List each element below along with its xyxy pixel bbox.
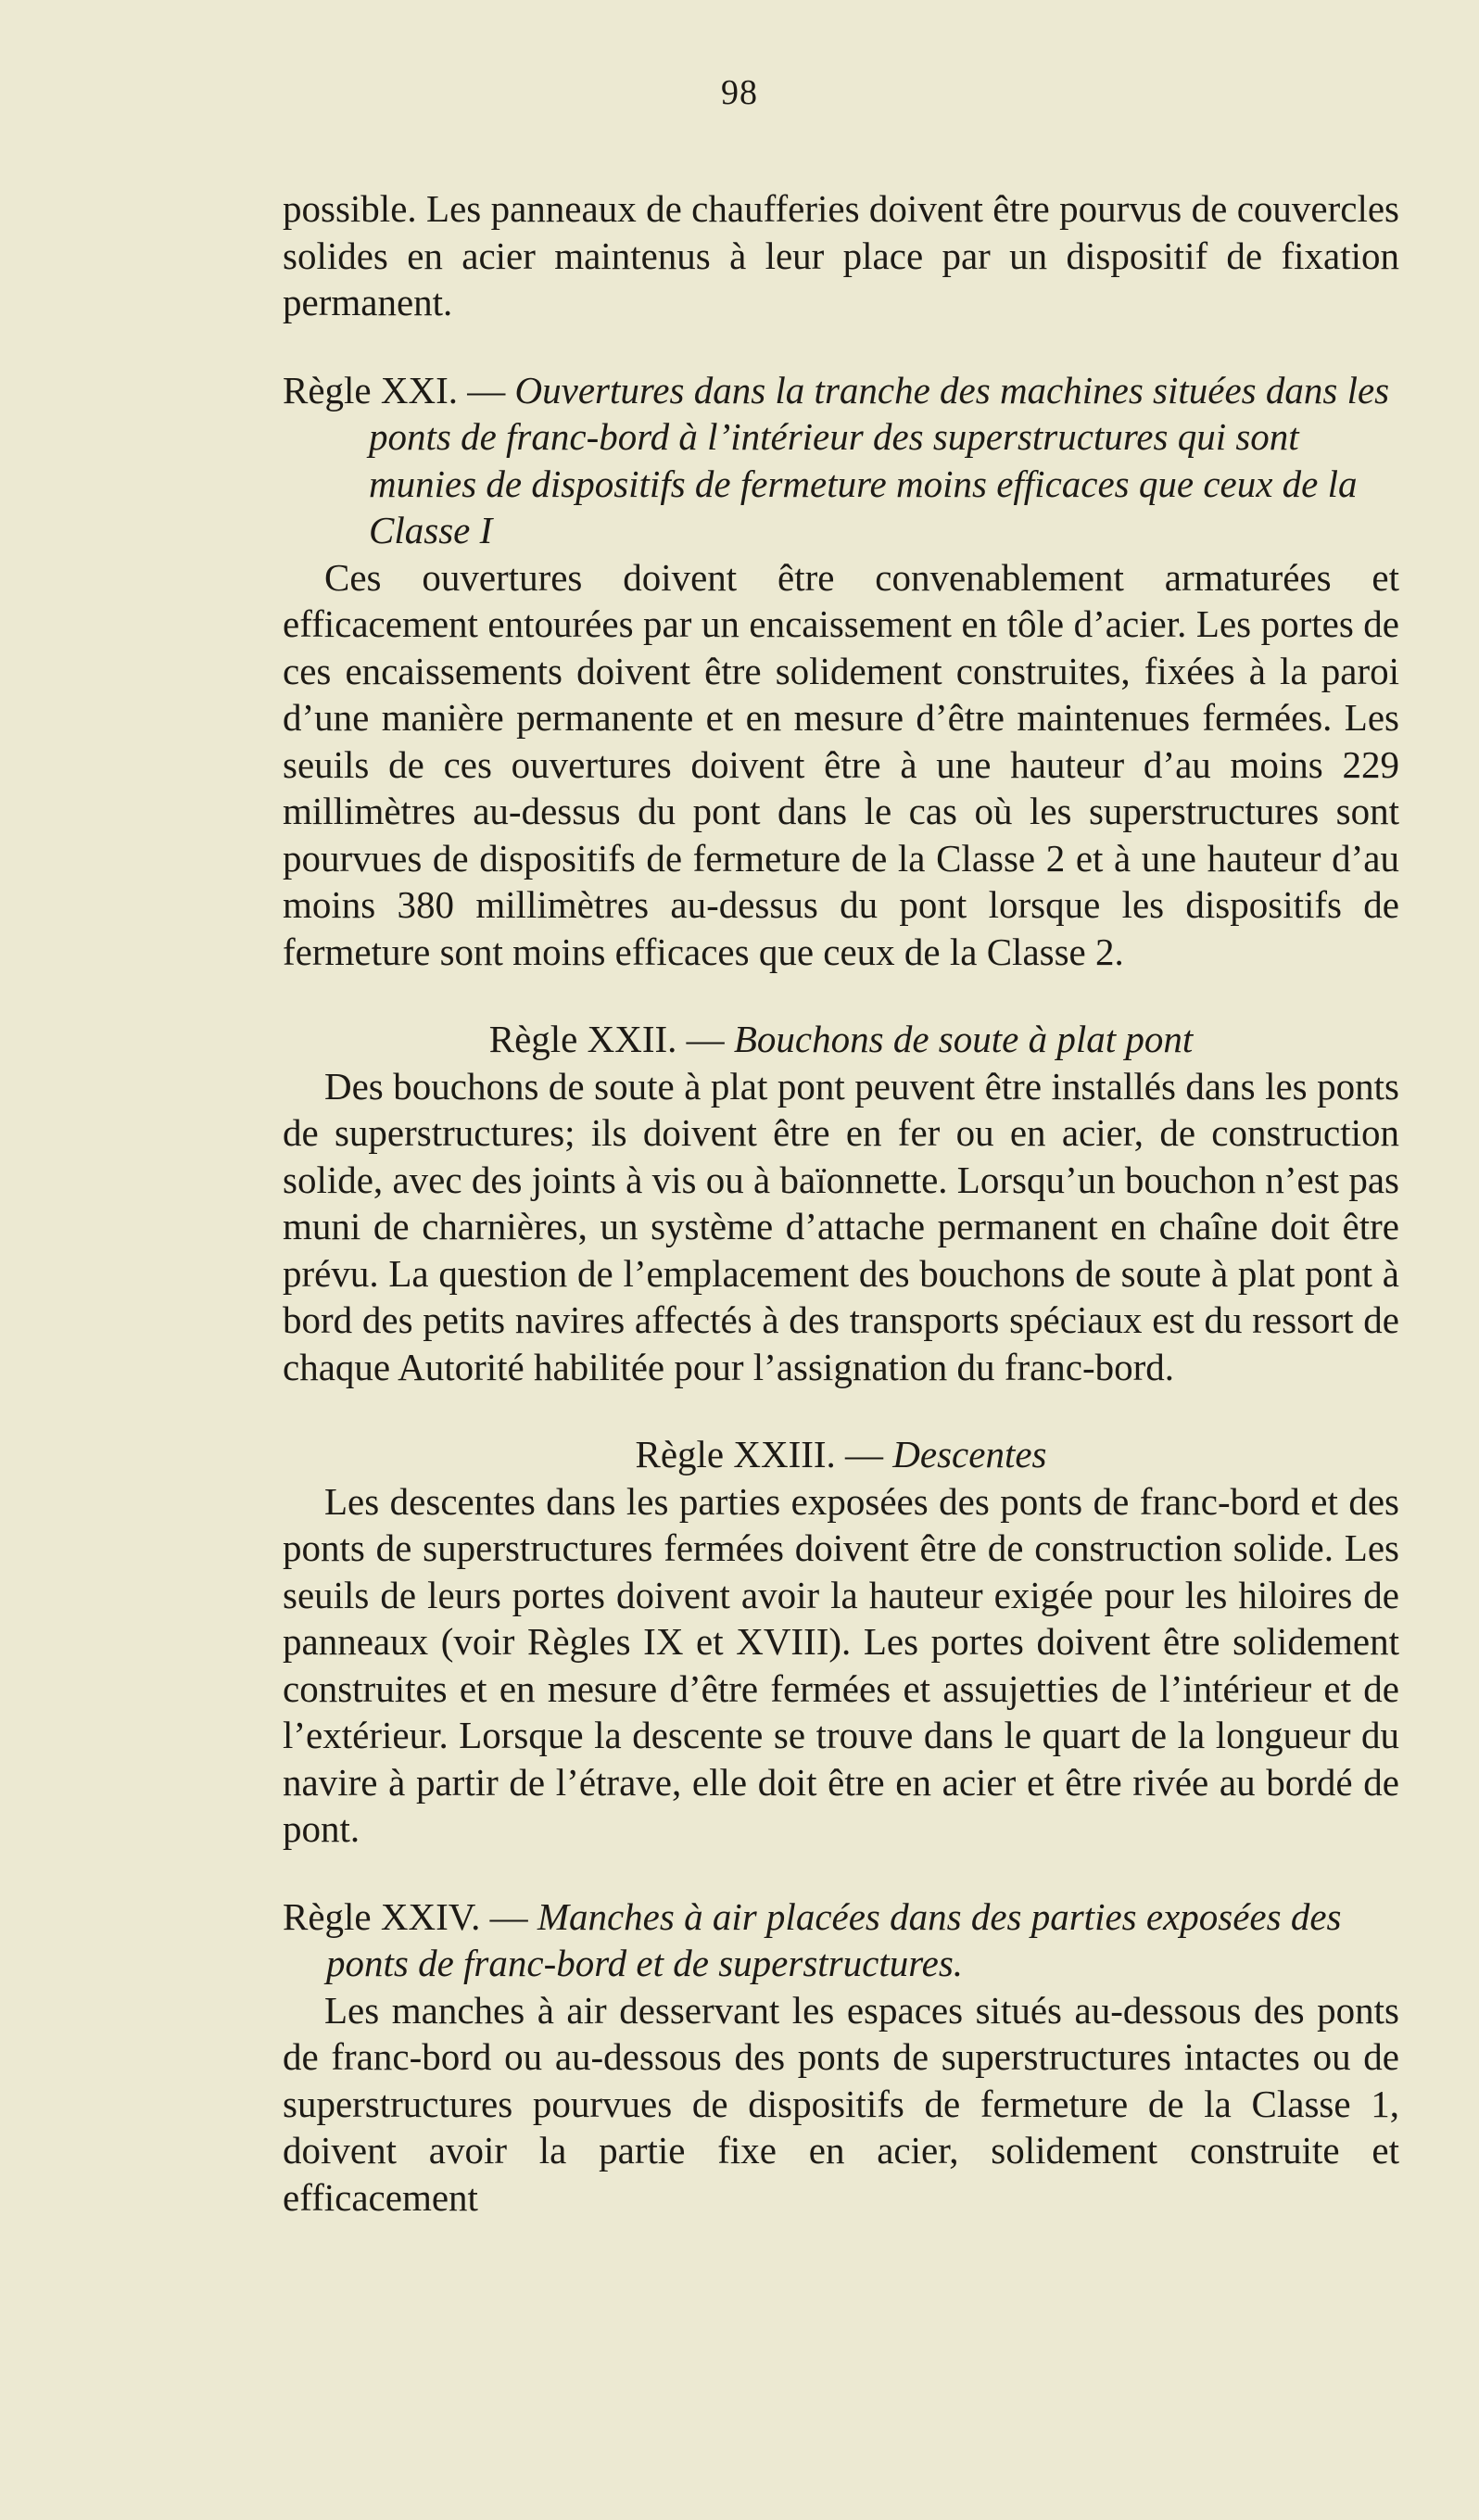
intro-paragraph: possible. Les panneaux de chaufferies doivent être pourvus de couvercles solides en acier maintenus à leur place par un dispositif de fixation permanent. <box>283 187 1399 323</box>
rule-separator: — <box>835 1433 893 1475</box>
rule-separator: — <box>458 368 515 412</box>
rule-body: Des bouchons de soute à plat pont peuvent être installés dans les ponts de superstructures; ils doivent être en fer ou en acier, de construction solide, avec des joints à vis ou à baïonnette. Lorsqu’un bouchon n’est pas muni de charnières, un système d’attache permanent en chaîne doit être prévu. La question de l’emplacement des bouchons de soute à plat pont à bord des petits navires affectés à des transports spéciaux est du ressort de chaque Autorité habilitée pour l’assignation du franc-bord. <box>283 1064 1399 1388</box>
rule-xxii <box>283 1016 1399 1390</box>
rule-body: Les manches à air desservant les espaces situés au-dessous des ponts de franc-bord ou au-dessous des ponts de superstructures intactes ou de superstructures pourvues de dispositifs de fermeture de la Classe 1, doivent avoir la partie fixe en acier, solidement construite et efficacement <box>283 1988 1399 2219</box>
rule-heading <box>283 1016 1399 1063</box>
rule-title: Bouchons de soute à plat pont <box>733 1018 1194 1060</box>
rule-separator: — <box>676 1018 734 1060</box>
rule-title: Descentes <box>892 1433 1047 1475</box>
rule-body: Ces ouvertures doivent être convenablement armaturées et efficacement entourées par un encaissement en tôle d’acier. Les portes de ces encaissements doivent être solidement construites, fixées à la paroi d’une manière permanente et en mesure d’être maintenues fermées. Les seuils de ces ouvertures doivent être à une hauteur d’au moins 229 millimètres au-dessus du pont dans le cas où les superstructures sont pourvues de dispositifs de fermeture de la Classe 2 et à une hauteur d’au moins 380 millimètres au-dessus du pont lorsque les dispositifs de fermeture sont moins efficaces que ceux de la Classe 2. <box>283 555 1399 973</box>
rule-title: Manches à air placées dans des parties exposées des ponts de franc-bord et de superstructures. <box>326 1894 1342 1984</box>
rule-number: Règle XXII. <box>488 1018 677 1060</box>
rule-xxiii <box>283 1431 1399 1853</box>
rule-heading <box>283 1431 1399 1478</box>
rule-title: Ouvertures dans la tranche des machines situées dans les ponts de franc-bord à l’intérieur des superstructures qui sont munies de dispositifs de fermeture moins efficaces que ceux de la Classe I <box>369 368 1390 551</box>
rule-heading <box>283 1893 1399 1987</box>
rule-xxiv <box>283 1893 1399 2222</box>
rule-number: Règle XXIV. <box>283 1894 481 1938</box>
rule-xxi <box>283 367 1399 976</box>
page-number: 98 <box>721 73 758 112</box>
rule-number: Règle XXIII. <box>635 1433 836 1475</box>
rule-number: Règle XXI. <box>283 368 459 412</box>
rule-separator: — <box>480 1894 537 1938</box>
rule-body: Les descentes dans les parties exposées des ponts de franc-bord et des ponts de superstructures fermées doivent être de construction solide. Les seuils de leurs portes doivent avoir la hauteur exigée pour les hiloires de panneaux (voir Règles IX et XVIII). Les portes doivent être solidement construites et en mesure d’être fermées et assujetties de l’intérieur et de l’extérieur. Lorsque la descente se trouve dans le quart de la longueur du navire à partir de l’étrave, elle doit être en acier et être rivée au bordé de pont. <box>283 1479 1399 1850</box>
page-content <box>283 185 1399 2221</box>
rule-heading <box>283 367 1399 554</box>
